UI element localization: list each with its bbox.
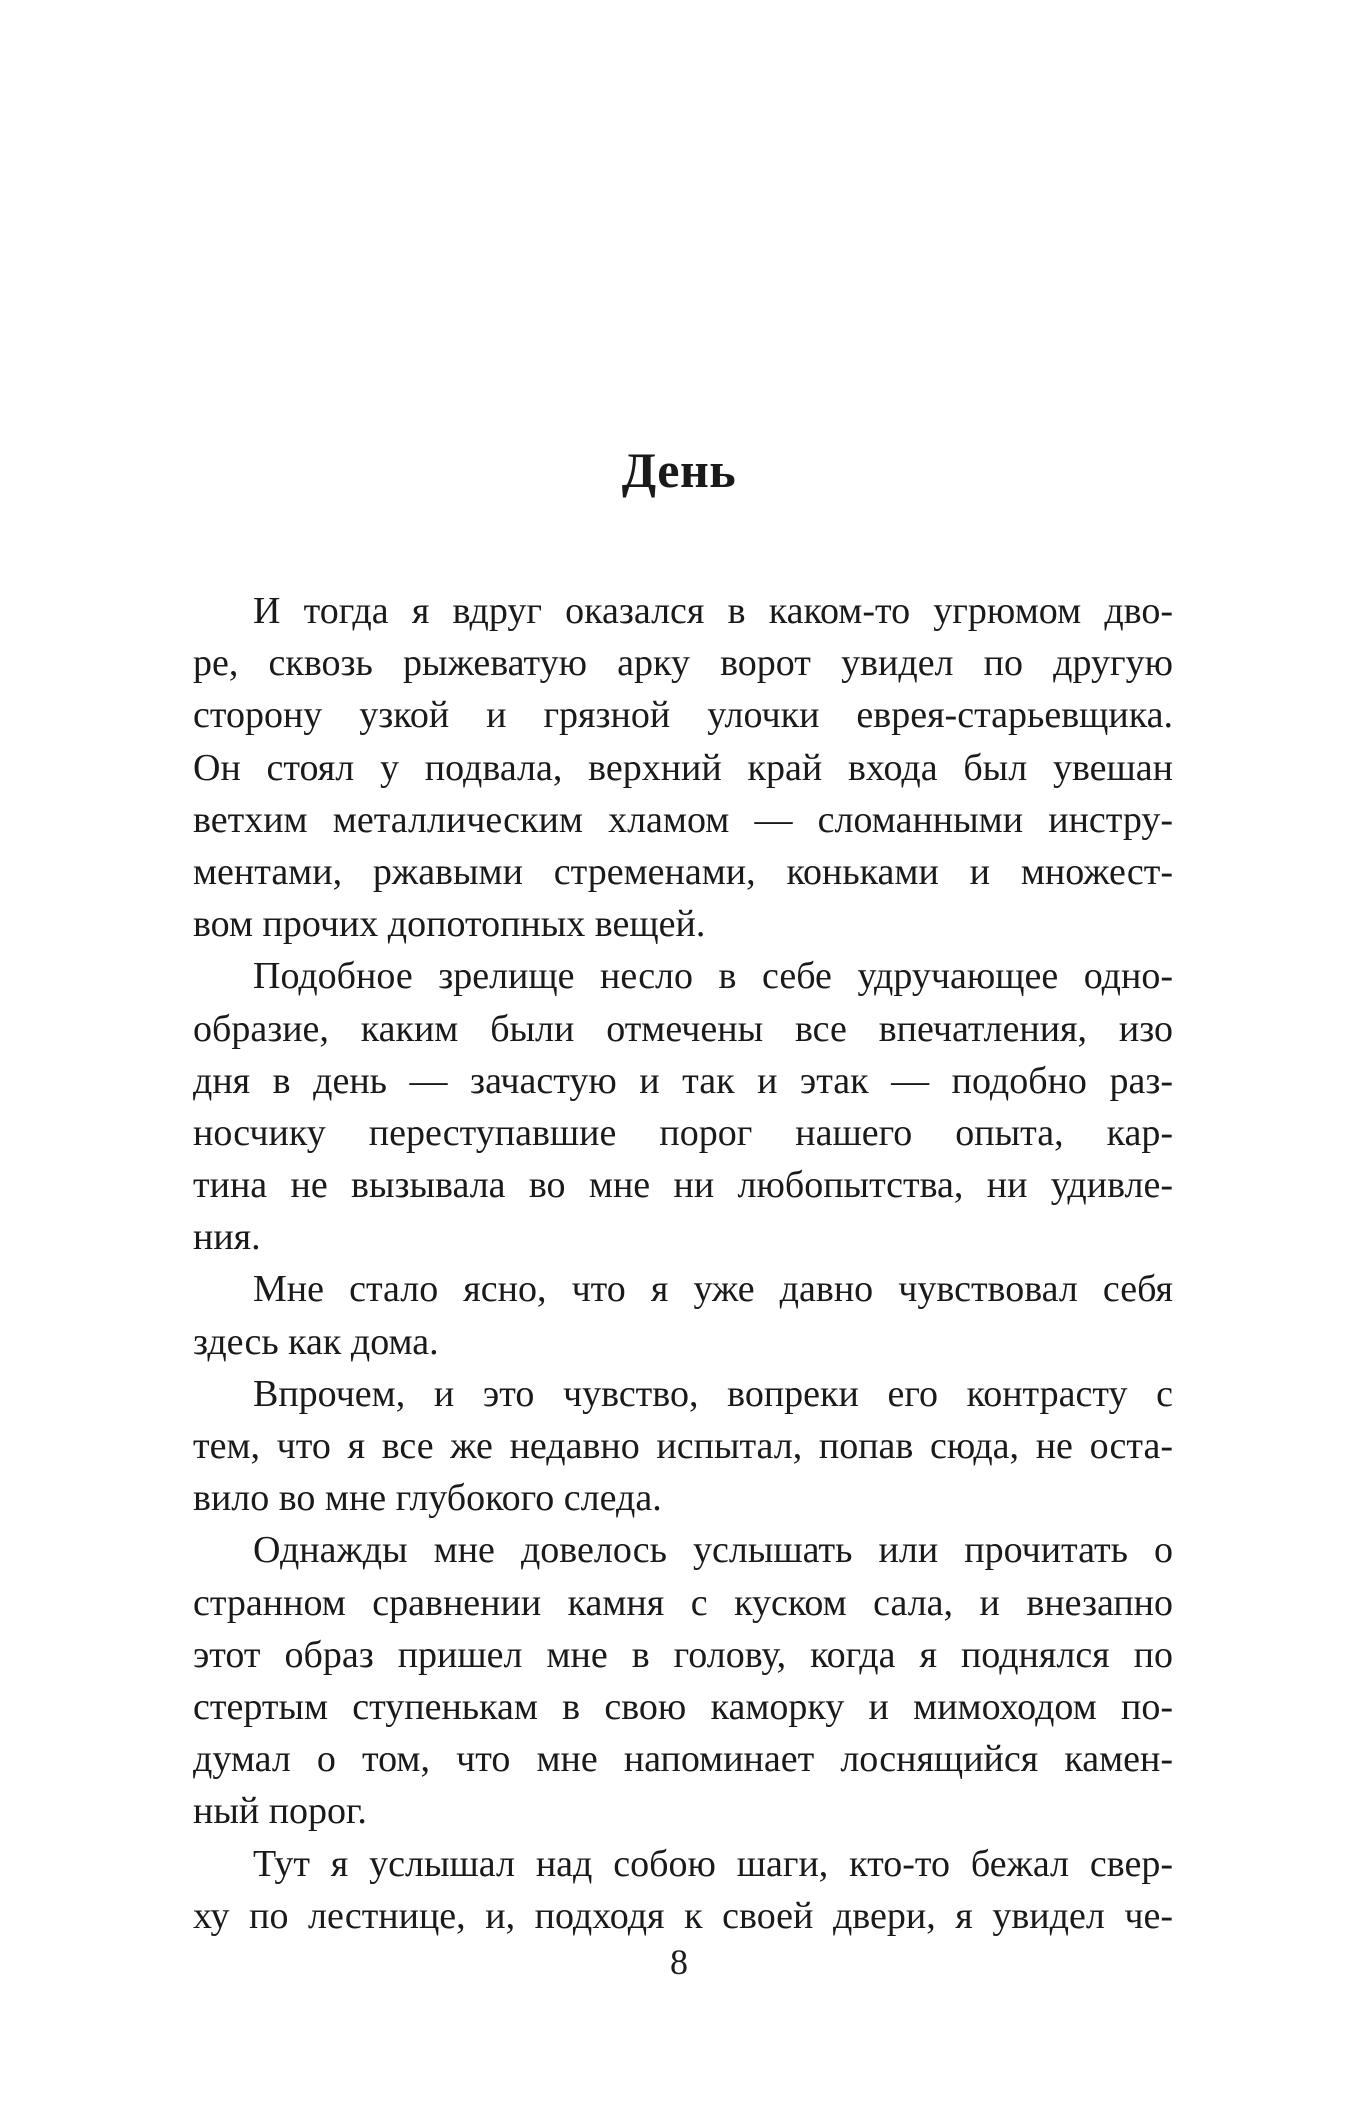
text-line: ментами, ржавыми стременами, коньками и множест- [193, 850, 1173, 893]
text-line: Он стоял у подвала, верхний край входа был увешан [193, 746, 1173, 789]
text-line: образие, каким были отмечены все впечатления, изо [193, 1007, 1173, 1050]
text-line: Мне стало ясно, что я уже давно чувствовал себя [253, 1268, 1173, 1311]
paragraph [193, 950, 1173, 1263]
text-line: здесь как дома. [193, 1320, 439, 1363]
text-line: ху по лестнице, и, подходя к своей двери, я увидел че- [193, 1894, 1173, 1937]
text-line: думал о том, что мне напоминает лоснящийся камен- [193, 1738, 1173, 1781]
text-line: вом прочих допотопных вещей. [193, 903, 706, 946]
paragraph [193, 1263, 1173, 1367]
text-line: стертым ступенькам в свою каморку и мимоходом по- [193, 1685, 1173, 1728]
body-text [193, 585, 1173, 1942]
paragraph [193, 1524, 1173, 1837]
text-line: тем, что я все же недавно испытал, попав сюда, не оста- [193, 1425, 1173, 1467]
text-line: тина не вызывала во мне ни любопытства, ни удивле- [193, 1164, 1173, 1207]
text-line: ный порог. [193, 1790, 367, 1833]
text-line: ния. [193, 1216, 261, 1259]
paragraph [193, 585, 1173, 950]
text-line: Подобное зрелище несло в себе удручающее одно- [253, 955, 1173, 998]
text-line: Впрочем, и это чувство, вопреки его контрасту с [253, 1372, 1173, 1415]
text-line: ветхим металлическим хламом — сломанными инстру- [193, 798, 1173, 841]
text-line: Тут я услышал над собою шаги, кто-то бежал свер- [253, 1842, 1173, 1885]
chapter-title: День [621, 442, 737, 498]
text-line: сторону узкой и грязной улочки еврея-старьевщика. [193, 694, 1173, 737]
text-line: этот образ пришел мне в голову, когда я поднялся по [193, 1633, 1173, 1676]
paragraph [193, 1838, 1173, 1942]
text-line: дня в день — зачастую и так и этак — подобно раз- [193, 1059, 1173, 1102]
page-number: 8 [670, 1942, 688, 1982]
text-line: носчику переступавшие порог нашего опыта, кар- [193, 1111, 1173, 1154]
text-line: ре, сквозь рыжеватую арку ворот увидел по другую [193, 642, 1173, 685]
text-line: Однажды мне довелось услышать или прочитать о [253, 1529, 1173, 1572]
paragraph [193, 1368, 1173, 1525]
text-line: странном сравнении камня с куском сала, и внезапно [193, 1581, 1173, 1624]
text-line: вило во мне глубокого следа. [193, 1477, 662, 1520]
text-line: И тогда я вдруг оказался в каком-то угрюмом дво- [253, 590, 1173, 632]
